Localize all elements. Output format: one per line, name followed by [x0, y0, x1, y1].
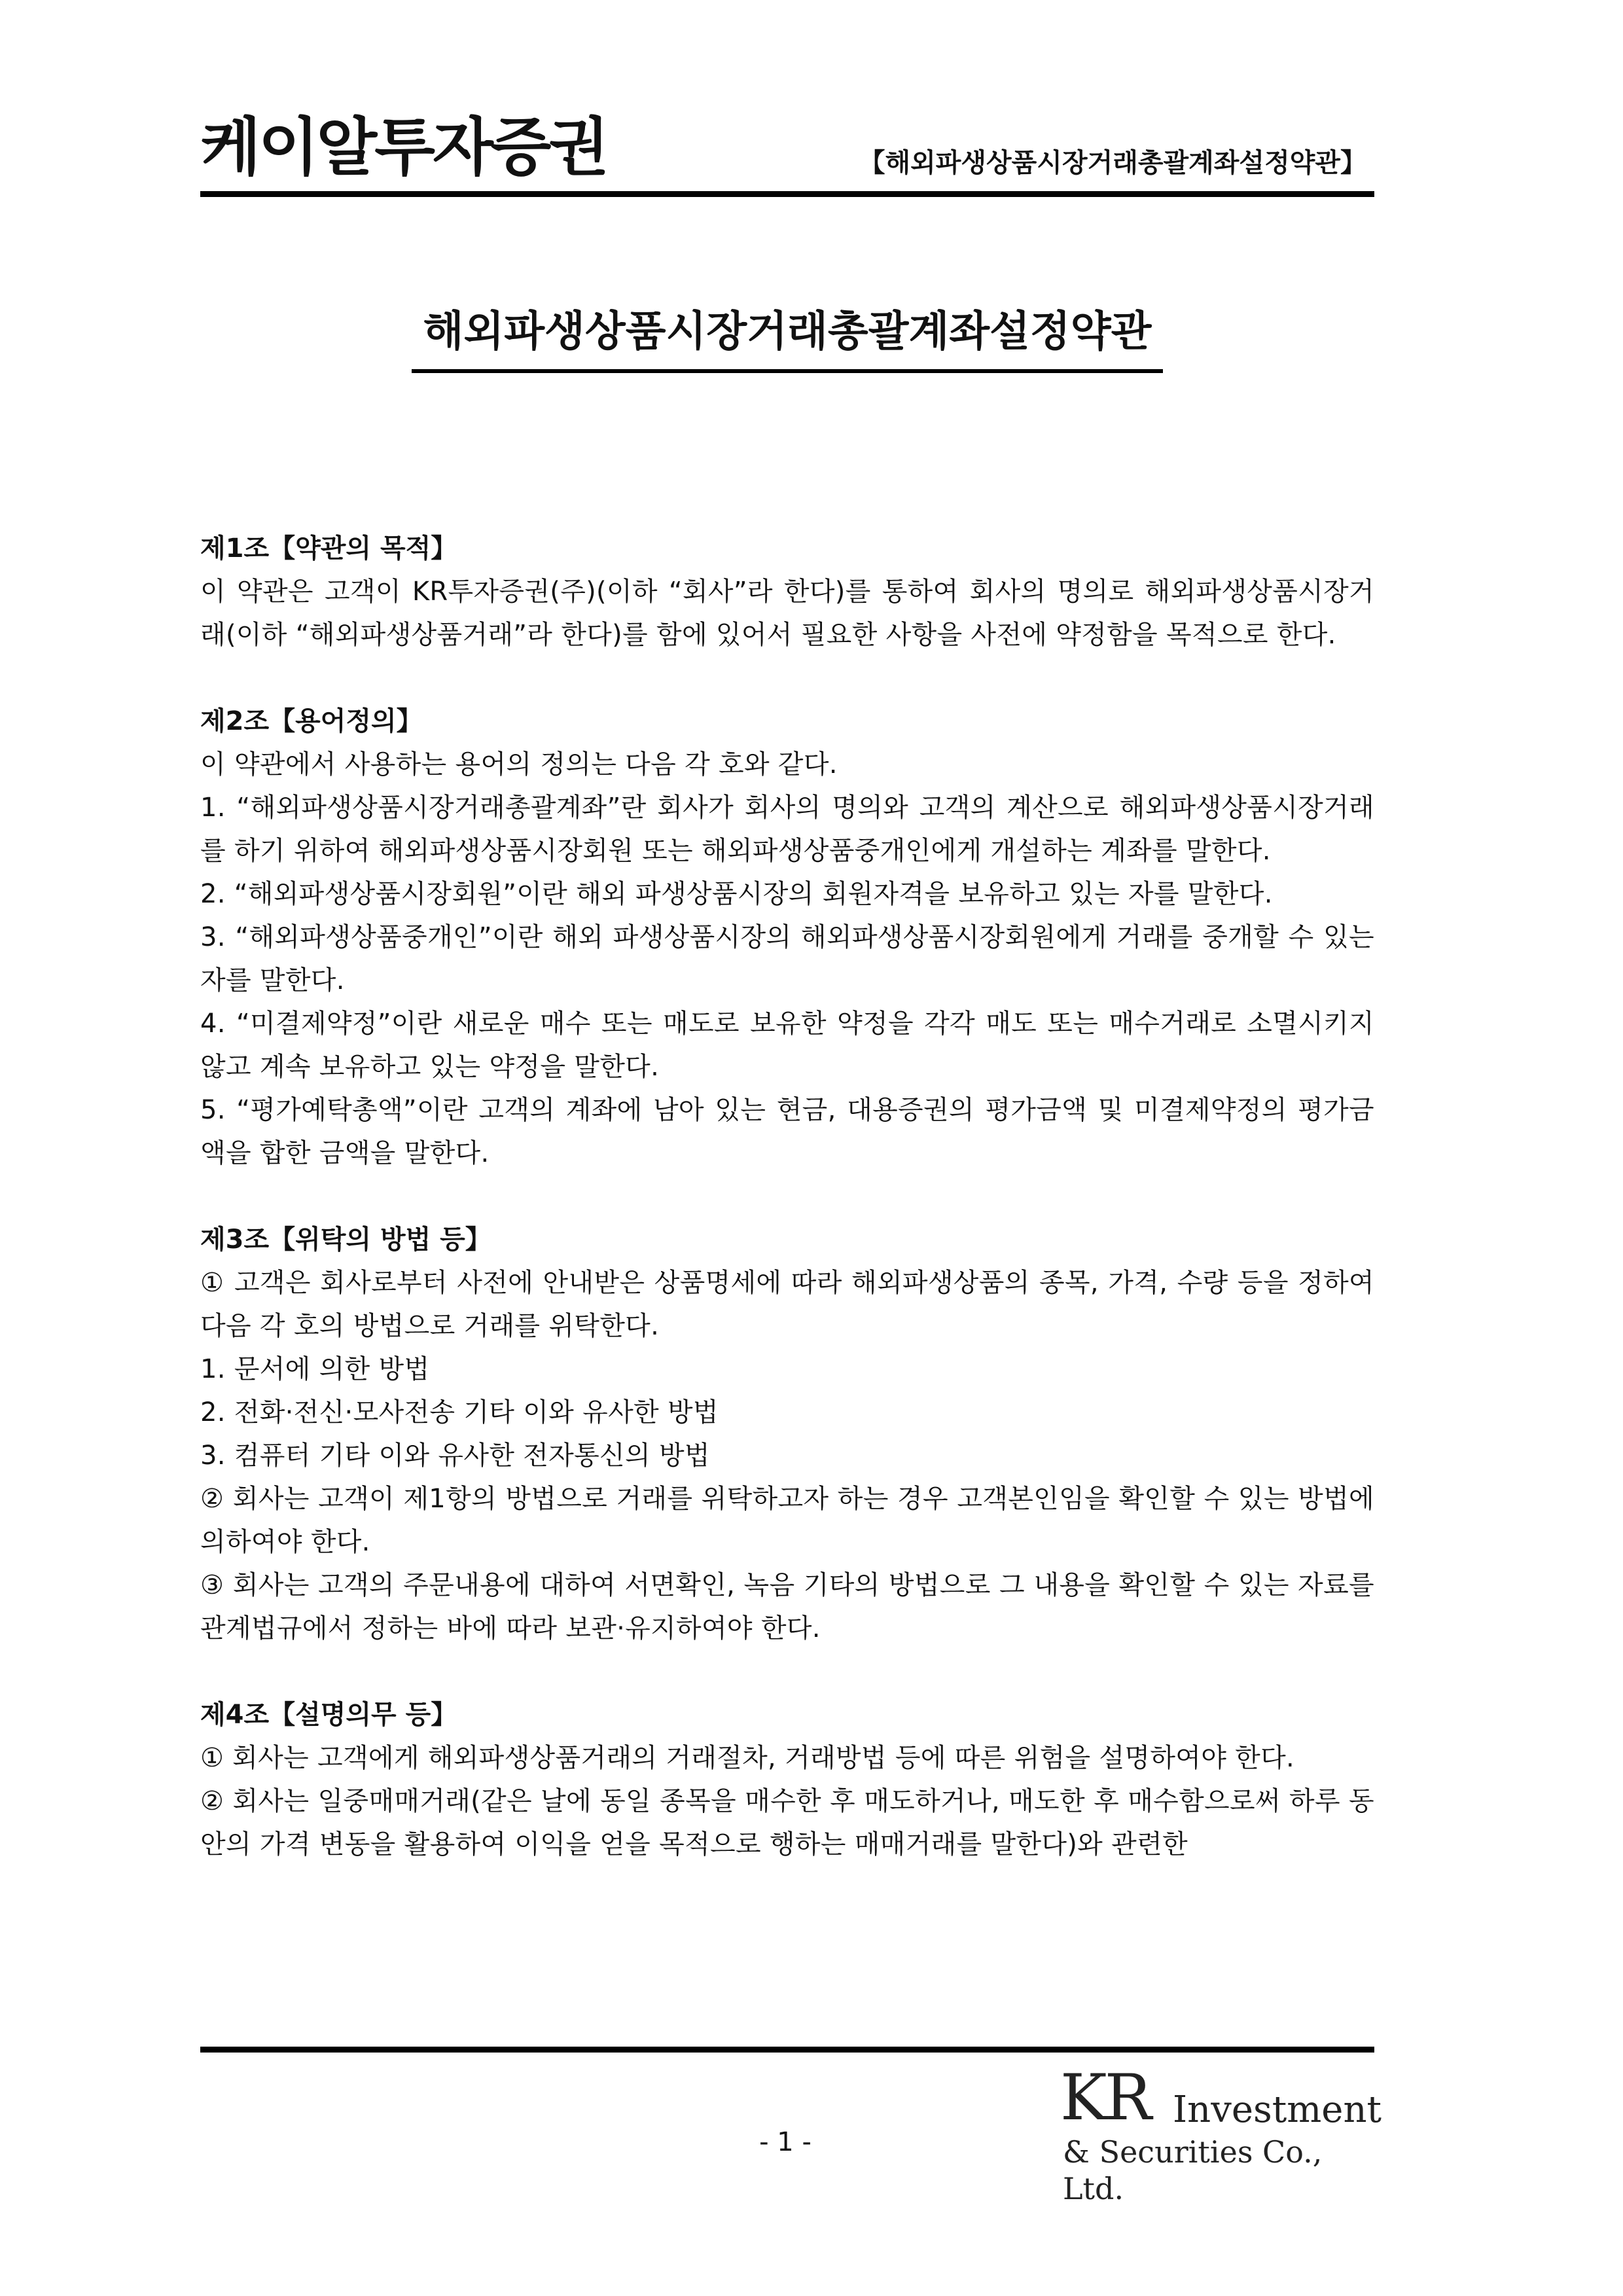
document-body — [200, 527, 1374, 1909]
article-paragraph: ③ 회사는 고객의 주문내용에 대하여 서면확인, 녹음 기타의 방법으로 그 내용을 확인할 수 있는 자료를 관계법규에서 정하는 바에 따라 보관·유지하여야 한다. — [200, 1570, 1374, 1643]
document-title: 해외파생상품시장거래총괄계좌설정약관 — [412, 302, 1164, 373]
logo-investment: Investment — [1173, 2089, 1382, 2131]
article-heading: 제2조【용어정의】 — [200, 706, 423, 736]
article-paragraph: 1. 문서에 의한 방법 — [200, 1354, 430, 1384]
article-paragraph: 5. “평가예탁총액”이란 고객의 계좌에 남아 있는 현금, 대용증권의 평가금액 및 미결제약정의 평가금액을 합한 금액을 말한다. — [200, 1095, 1374, 1168]
article-paragraph: ② 회사는 일중매매거래(같은 날에 동일 종목을 매수한 후 매도하거나, 매도한 후 매수함으로써 하루 동안의 가격 변동을 활용하여 이익을 얻을 목적으로 행하는 매매거래를 말한다)와 관련한 — [200, 1786, 1374, 1859]
company-logo — [1060, 2061, 1382, 2206]
article-paragraph: ① 회사는 고객에게 해외파생상품거래의 거래절차, 거래방법 등에 따른 위험을 설명하여야 한다. — [200, 1743, 1295, 1773]
brand-name: 케이알투자증권 — [200, 111, 607, 184]
article-heading: 제3조【위탁의 방법 등】 — [200, 1225, 491, 1255]
article-paragraph: ① 고객은 회사로부터 사전에 안내받은 상품명세에 따라 해외파생상품의 종목, 가격, 수량 등을 정하여 다음 각 호의 방법으로 거래를 위탁한다. — [200, 1268, 1374, 1341]
header-document-label: 【해외파생상품시장거래총괄계좌설정약관】 — [859, 148, 1366, 178]
article-4 — [200, 1693, 1374, 1866]
logo-securities: & Securities Co., Ltd. — [1063, 2134, 1323, 2206]
article-paragraph: 4. “미결제약정”이란 새로운 매수 또는 매도로 보유한 약정을 각각 매도 또는 매수거래로 소멸시키지 않고 계속 보유하고 있는 약정을 말한다. — [200, 1009, 1374, 1082]
article-paragraph: 이 약관은 고객이 KR투자증권(주)(이하 “회사”라 한다)를 통하여 회사의 명의로 해외파생상품시장거래(이하 “해외파생상품거래”라 한다)를 함에 있어서 필요한 사항을 사전에 약정함을 목적으로 한다. — [200, 577, 1374, 650]
article-heading: 제1조【약관의 목적】 — [200, 533, 457, 564]
article-paragraph: 3. 컴퓨터 기타 이와 유사한 전자통신의 방법 — [200, 1441, 710, 1471]
logo-kr: KR — [1060, 2061, 1149, 2134]
article-1 — [200, 527, 1374, 656]
article-paragraph: 2. 전화·전신·모사전송 기타 이와 유사한 방법 — [200, 1397, 719, 1427]
footer-rule — [200, 2047, 1374, 2053]
article-3 — [200, 1218, 1374, 1650]
document-title-wrap — [200, 302, 1374, 373]
header-rule — [200, 191, 1374, 197]
article-paragraph: ② 회사는 고객이 제1항의 방법으로 거래를 위탁하고자 하는 경우 고객본인임을 확인할 수 있는 방법에 의하여야 한다. — [200, 1484, 1374, 1557]
article-paragraph: 1. “해외파생상품시장거래총괄계좌”란 회사가 회사의 명의와 고객의 계산으로 해외파생상품시장거래를 하기 위하여 해외파생상품시장회원 또는 해외파생상품중개인에게 개설하는 계좌를 말한다. — [200, 793, 1374, 866]
page-number: - 1 - — [759, 2127, 812, 2157]
article-paragraph: 이 약관에서 사용하는 용어의 정의는 다음 각 호와 같다. — [200, 749, 838, 780]
article-paragraph: 3. “해외파생상품중개인”이란 해외 파생상품시장의 해외파생상품시장회원에게 거래를 중개할 수 있는 자를 말한다. — [200, 922, 1374, 996]
article-2 — [200, 700, 1374, 1175]
article-heading: 제4조【설명의무 등】 — [200, 1700, 457, 1730]
article-paragraph: 2. “해외파생상품시장회원”이란 해외 파생상품시장의 회원자격을 보유하고 있는 자를 말한다. — [200, 879, 1273, 909]
page-header — [200, 111, 1374, 183]
